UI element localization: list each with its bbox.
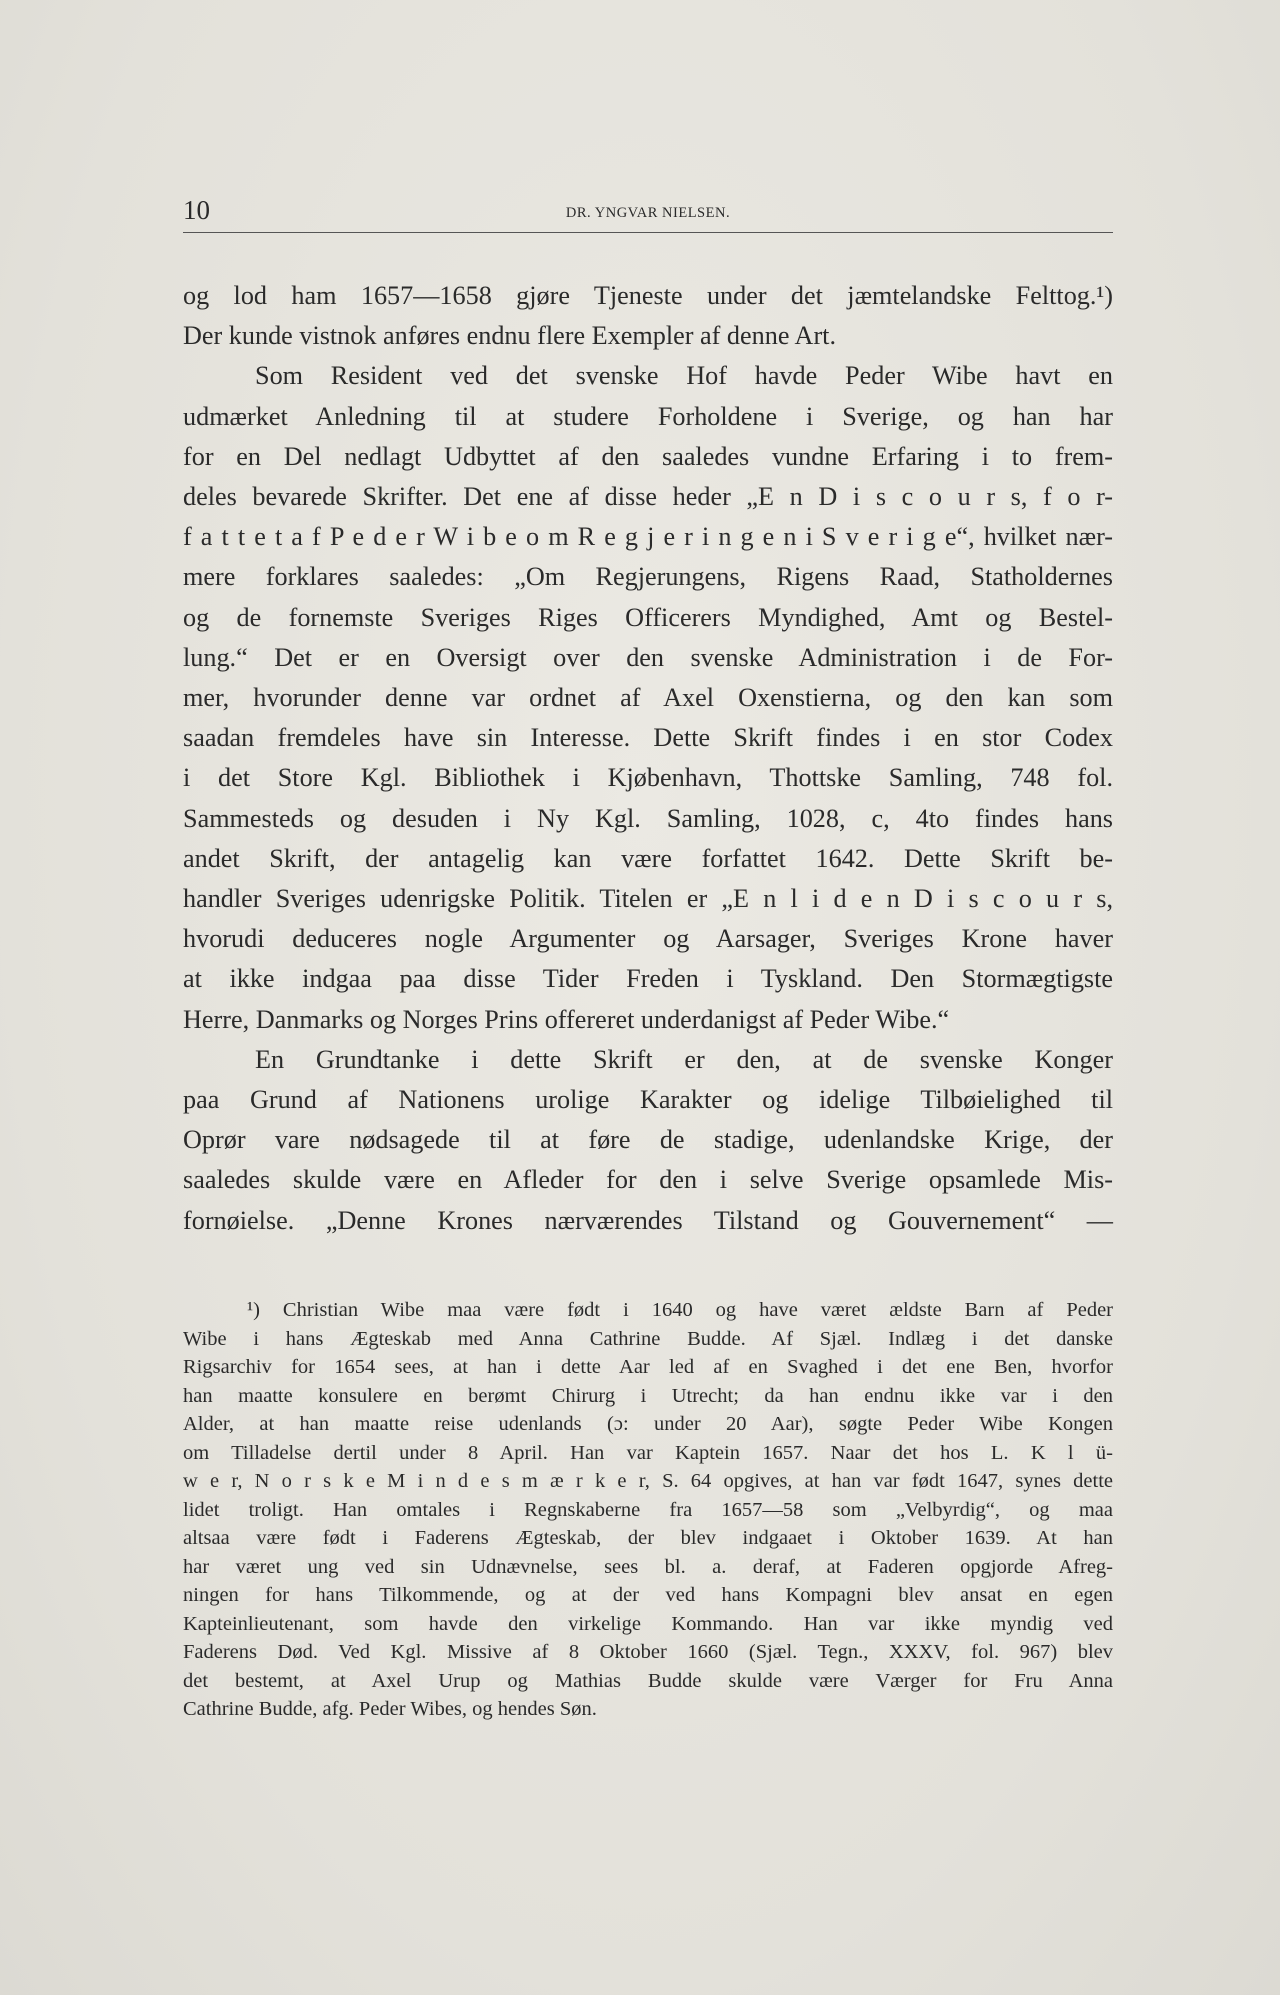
page-number: 10	[183, 195, 210, 225]
body-line: En Grundtanke i dette Skrift er den, at de svenske Konger	[255, 1044, 1113, 1074]
body-line: at ikke indgaa paa disse Tider Freden i Tyskland. Den Stormægtigste	[183, 964, 1113, 994]
body-line: mer, hvorunder denne var ordnet af Axel Oxenstierna, og den kan som	[183, 683, 1113, 713]
body-line: Herre, Danmarks og Norges Prins offereret underdanigst af Peder Wibe.“	[183, 1004, 950, 1034]
body-line: fornøielse. „Denne Krones nærværendes Tilstand og Gouvernement“ —	[183, 1205, 1113, 1235]
footnote-line: lidet troligt. Han omtales i Regnskaberne fra 1657—58 som „Velbyrdig“, og maa	[183, 1498, 1113, 1521]
footnote-line: Rigsarchiv for 1654 sees, at han i dette Aar led af en Svaghed i det ene Ben, hvorfor	[183, 1356, 1113, 1378]
body-line: paa Grund af Nationens urolige Karakter og idelige Tilbøielighed til	[183, 1085, 1113, 1115]
body-line: udmærket Anledning til at studere Forholdene i Sverige, og han har	[183, 401, 1113, 431]
body-line: saadan fremdeles have sin Interesse. Dette Skrift findes i en stor Codex	[183, 723, 1113, 753]
footnote-line: har været ung ved sin Udnævnelse, sees bl. a. deraf, at Faderen opgjorde Afreg-	[183, 1555, 1113, 1578]
body-line: Oprør vare nødsagede til at føre de stadige, udenlandske Krige, der	[183, 1125, 1113, 1155]
body-text	[183, 276, 1113, 1241]
body-line: og de fornemste Sveriges Riges Officerers Myndighed, Amt og Bestel-	[183, 602, 1113, 632]
body-line: hvorudi deduceres nogle Argumenter og Aarsager, Sveriges Krone haver	[183, 924, 1113, 954]
footnote-line: Faderens Død. Ved Kgl. Missive af 8 Oktober 1660 (Sjæl. Tegn., XXXV, fol. 967) blev	[183, 1641, 1113, 1663]
body-line: handler Sveriges udenrigske Politik. Titelen er „E n l i d e n D i s c o u r s,	[183, 884, 1113, 914]
footnote-line: Alder, at han maatte reise udenlands (ɔ: under 20 Aar), søgte Peder Wibe Kongen	[183, 1413, 1113, 1435]
body-line: Der kunde vistnok anføres endnu flere Exempler af denne Art.	[183, 321, 836, 351]
footnote-line: Kapteinlieutenant, som havde den virkelige Kommando. Han var ikke myndig ved	[183, 1612, 1113, 1635]
footnote-line: w e r, N o r s k e M i n d e s m æ r k e r, S. 64 opgives, at han var født 1647, synes dette	[183, 1470, 1113, 1492]
running-head: DR. YNGVAR NIELSEN.	[565, 205, 731, 221]
footnote-line: han maatte konsulere en berømt Chirurg i Utrecht; da han endnu ikke var i den	[183, 1384, 1113, 1407]
body-line: lung.“ Det er en Oversigt over den svenske Administration i de For-	[183, 642, 1113, 672]
footnote-line: Cathrine Budde, afg. Peder Wibes, og hendes Søn.	[183, 1698, 597, 1720]
body-line: mere forklares saaledes: „Om Regjerungens, Rigens Raad, Statholdernes	[183, 562, 1113, 592]
body-line: for en Del nedlagt Udbyttet af den saaledes vundne Erfaring i to frem-	[183, 441, 1113, 471]
body-line: andet Skrift, der antagelig kan være forfattet 1642. Dette Skrift be-	[183, 843, 1113, 873]
body-line: Som Resident ved det svenske Hof havde Peder Wibe havt en	[255, 361, 1113, 391]
body-line: i det Store Kgl. Bibliothek i Kjøbenhavn, Thottske Samling, 748 fol.	[183, 763, 1113, 793]
footnote-line: altsaa være født i Faderens Ægteskab, der blev indgaaet i Oktober 1639. At han	[183, 1527, 1113, 1549]
footnote-line: ¹) Christian Wibe maa være født i 1640 og have været ældste Barn af Peder	[247, 1299, 1113, 1321]
body-line: og lod ham 1657—1658 gjøre Tjeneste under det jæmtelandske Felttog.¹)	[183, 281, 1113, 310]
footnote-line: om Tilladelse dertil under 8 April. Han var Kaptein 1657. Naar det hos L. K l ü-	[183, 1441, 1113, 1464]
body-line: Sammesteds og desuden i Ny Kgl. Samling, 1028, c, 4to findes hans	[183, 803, 1113, 833]
body-line: saaledes skulde være en Afleder for den i selve Sverige opsamlede Mis-	[183, 1165, 1113, 1195]
footnote-line: det bestemt, at Axel Urup og Mathias Budde skulde være Værger for Fru Anna	[183, 1669, 1113, 1692]
body-line: deles bevarede Skrifter. Det ene af disse heder „E n D i s c o u r s, f o r-	[183, 482, 1113, 512]
footnote-line: ningen for hans Tilkommende, og at der ved hans Kompagni blev ansat en egen	[183, 1584, 1113, 1606]
footnote-line: Wibe i hans Ægteskab med Anna Cathrine Budde. Af Sjæl. Indlæg i det danske	[183, 1327, 1113, 1350]
body-line: f a t t e t a f P e d e r W i b e o m R e g j e r i n g e n i S v e r i g e“, hvilket nær-	[183, 522, 1113, 552]
page-header	[183, 190, 1113, 233]
footnote-block	[183, 1296, 1113, 1724]
